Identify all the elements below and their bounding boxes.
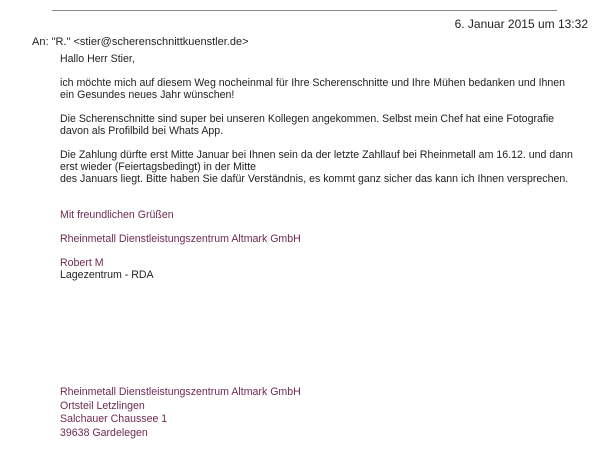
paragraph-3-line-1: Die Zahlung dürfte erst Mitte Januar bei Ihnen sein da der letzte Zahllauf bei Rheinmetall am 16.12. und dann	[60, 149, 573, 161]
recipient-line	[32, 36, 249, 48]
message-body	[60, 53, 590, 281]
signature-company: Rheinmetall Dienstleistungszentrum Altmark GmbH	[60, 233, 301, 245]
footer-street: Salchauer Chaussee 1	[60, 413, 168, 425]
footer-address	[60, 386, 301, 440]
paragraph-1-line-1: ich möchte mich auf diesem Weg nocheinmal für Ihre Scherenschnitte und Ihre Mühen bedanken und Ihnen	[60, 77, 566, 89]
footer-city: 39638 Gardelegen	[60, 426, 148, 439]
header-divider	[52, 10, 557, 11]
paragraph-2-line-2: davon als Profilbild bei Whats App.	[60, 125, 224, 137]
greeting: Hallo Herr Stier,	[60, 53, 135, 65]
signature-name: Robert M	[60, 257, 104, 269]
paragraph-1-line-2: ein Gesundes neues Jahr wünschen!	[60, 89, 235, 101]
paragraph-2-line-1: Die Scherenschnitte sind super bei unseren Kollegen angekommen. Selbst mein Chef hat eine Fotografie	[60, 113, 555, 125]
to-label: An:	[32, 36, 49, 48]
footer-district: Ortsteil Letzlingen	[60, 399, 145, 412]
footer-company: Rheinmetall Dienstleistungszentrum Altmark GmbH	[60, 386, 301, 398]
closing: Mit freundlichen Grüßen	[60, 209, 174, 221]
signature-department: Lagezentrum - RDA	[60, 269, 154, 281]
recipient-email[interactable]: <stier@scherenschnittkuenstler.de>	[73, 36, 249, 48]
paragraph-3-line-2: erst wieder (Feiertagsbedingt) in der Mitte	[60, 161, 257, 173]
sent-date: 6. Januar 2015 um 13:32	[454, 17, 588, 31]
recipient-name: "R."	[51, 36, 71, 48]
paragraph-3-line-3: des Januars liegt. Bitte haben Sie dafür Verständnis, es kommt ganz sicher das kann ich Ihnen versprechen.	[60, 173, 569, 185]
